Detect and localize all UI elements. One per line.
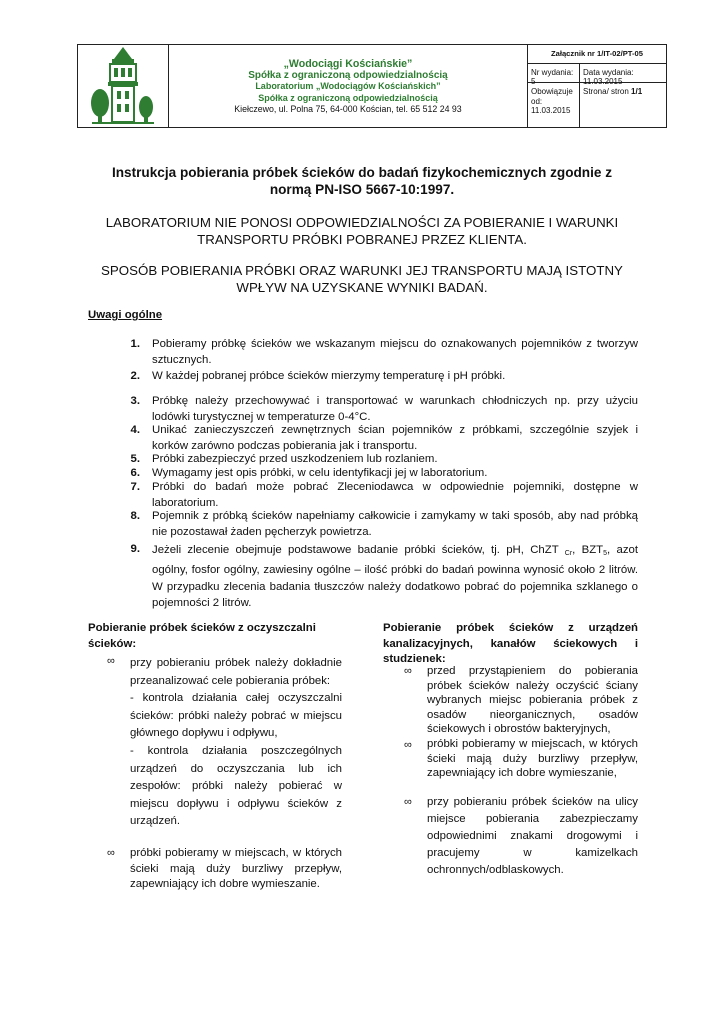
right-column-heading bbox=[383, 621, 638, 668]
bullet-icon: ∞ bbox=[404, 796, 412, 808]
effective-from bbox=[528, 85, 579, 118]
document-title bbox=[90, 164, 634, 198]
title-line-2: normą PN-ISO 5667-10:1997. bbox=[269, 182, 455, 197]
bullet-icon: ∞ bbox=[107, 655, 115, 667]
item-text bbox=[152, 542, 638, 612]
lab-type: Spółka z ograniczoną odpowiedzialnością bbox=[258, 92, 438, 103]
bullet-subtext: - kontrola działania poszczególnych urządzeń do oczyszczania lub ich zespołów: próbki należy pobierać w miejscu dopływu i odpływu ścieków z urządzeń. bbox=[130, 744, 342, 828]
importance-line-2: WPŁYW NA UZYSKANE WYNIKI BADAŃ. bbox=[236, 280, 488, 295]
bullet-icon: ∞ bbox=[107, 847, 115, 859]
list-item: przy pobieraniu próbek ścieków na ulicy miejsce pobierania zabezpieczamy odpowiednimi znakami drogowymi i pracujemy w kamizelkach ochronnych/odblaskowych. bbox=[427, 796, 638, 876]
item-text-part: , BZT bbox=[572, 544, 604, 556]
item-number: 6. bbox=[130, 467, 140, 479]
bullet-subtext: - kontrola działania całej oczyszczalni ścieków: próbki należy pobrać w miejscu głównego dopływu i odpływu, bbox=[130, 692, 342, 740]
list-item: próbki pobieramy w miejscach, w których ścieki mają duży burzliwy przepływ, zapewniający ich dobre wymieszanie. bbox=[130, 847, 342, 890]
importance-line-1: SPOSÓB POBIERANIA PRÓBKI ORAZ WARUNKI JEJ TRANSPORTU MAJĄ ISTOTNY bbox=[101, 263, 623, 278]
item-number: 7. bbox=[130, 481, 140, 493]
effective-label: Obowiązuje od: bbox=[531, 87, 573, 106]
effective-date: 11.03.2015 bbox=[531, 106, 571, 115]
disclaimer-line-2: TRANSPORTU PRÓBKI POBRANEJ PRZEZ KLIENTA. bbox=[197, 232, 527, 247]
document-meta-cell bbox=[528, 45, 666, 127]
left-column-heading bbox=[88, 621, 342, 652]
address: Kiełczewo, ul. Polna 75, 64-000 Kościan, tel. 65 512 24 93 bbox=[234, 103, 462, 114]
bullet-icon: ∞ bbox=[404, 739, 412, 751]
item-text: W każdej pobranej próbce ścieków mierzymy temperaturę i pH próbki. bbox=[152, 370, 506, 382]
item-number: 4. bbox=[130, 424, 140, 436]
bullet-icon: ∞ bbox=[404, 665, 412, 677]
item-text-part: Jeżeli zlecenie obejmuje podstawowe badanie próbki ścieków, tj. pH, ChZT bbox=[152, 544, 565, 556]
general-notes-heading: Uwagi ogólne bbox=[88, 309, 163, 321]
page-count bbox=[580, 85, 668, 98]
attachment-number: Załącznik nr 1/IT-02/PT-05 bbox=[528, 45, 666, 64]
list-item: próbki pobieramy w miejscach, w których ścieki mają duży burzliwy przepływ, zapewniający ich dobre wymieszanie, bbox=[427, 738, 638, 780]
heading-text: Pobieranie próbek ścieków z urządzeń kanalizacyjnych, kanałów ściekowych i studzienek: bbox=[383, 622, 638, 665]
list-item: przed przystąpieniem do pobierania próbek ścieków należy oczyścić ściany wybranych miejsc pobierania próbek z osadów nieorganicznych, osadów ściekowych i obrostów bakteryjnych, bbox=[427, 665, 638, 736]
company-name: „Wodociągi Kościańskie” bbox=[283, 58, 413, 70]
subscript: 5 bbox=[603, 550, 608, 557]
item-number: 3. bbox=[130, 395, 140, 407]
item-number: 1. bbox=[130, 338, 140, 350]
item-number: 9. bbox=[130, 543, 140, 555]
item-text: Próbki zabezpieczyć przed uszkodzeniem lub rozlaniem. bbox=[152, 453, 438, 465]
document-header bbox=[77, 44, 667, 128]
item-text: Unikać zanieczyszczeń zewnętrznych ścian pojemników z próbkami, szczególnie szyjek i korków zarówno podczas pobierania jak i transportu. bbox=[152, 424, 638, 452]
item-number: 5. bbox=[130, 453, 140, 465]
disclaimer-notice bbox=[90, 214, 634, 248]
title-line-1: Instrukcja pobierania próbek ścieków do badań fizykochemicznych zgodnie z bbox=[111, 165, 613, 180]
item-text: Próbki do badań może pobrać Zleceniodawca w odpowiednie pojemniki, dostępne w laboratorium. bbox=[152, 481, 638, 509]
logo-cell bbox=[78, 45, 169, 127]
item-text: Wymagamy jest opis próbki, w celu identyfikacji jej w laboratorium. bbox=[152, 467, 488, 479]
company-type: Spółka z ograniczoną odpowiedzialnością bbox=[248, 70, 448, 82]
item-number: 8. bbox=[130, 510, 140, 522]
importance-notice bbox=[90, 262, 634, 296]
issue-date: Data wydania: 11.03.2015 bbox=[583, 68, 634, 86]
item-number: 2. bbox=[130, 370, 140, 382]
lab-name: Laboratorium „Wodociągów Kościańskich” bbox=[255, 81, 441, 92]
item-text: Pojemnik z próbką ścieków napełniamy całkowicie i zamykamy w taki sposób, aby nad próbką nie pozostawał żaden pęcherzyk powietrza. bbox=[152, 510, 638, 538]
page-value: 1/1 bbox=[631, 87, 643, 96]
company-cell bbox=[169, 45, 528, 127]
water-tower-icon bbox=[78, 45, 168, 127]
page-label: Strona/ stron bbox=[583, 87, 629, 96]
item-text: Pobieramy próbkę ścieków we wskazanym miejscu do oznakowanych pojemników z tworzyw sztucznych. bbox=[152, 338, 638, 366]
item-text: Próbkę należy przechowywać i transportować w warunkach chłodniczych np. przy użyciu lodówki turystycznej w temperaturze 0-4°C. bbox=[152, 395, 638, 423]
heading-line-1: Pobieranie próbek ścieków z oczyszczalni bbox=[88, 622, 316, 634]
disclaimer-line-1: LABORATORIUM NIE PONOSI ODPOWIEDZIALNOŚCI ZA POBIERANIE I WARUNKI bbox=[105, 215, 619, 230]
heading-line-2: ścieków: bbox=[88, 637, 137, 650]
list-item bbox=[130, 655, 342, 831]
subscript: Cr bbox=[564, 550, 573, 557]
issue-number: Nr wydania: 5 bbox=[531, 68, 574, 86]
item-text-part: , azot ogólny, fosfor ogólny, zawiesiny ogólne – ilość próbki do badań powinna wynosić około 2 litrów. W przypadku zlecenia badania tłuszczów należy dodatkowo pobrać do pojemnika szklanego o pojemności 2 litrów. bbox=[152, 544, 639, 610]
bullet-text: przy pobieraniu próbek należy dokładnie przeanalizować cele pobierania próbek: bbox=[130, 657, 342, 687]
